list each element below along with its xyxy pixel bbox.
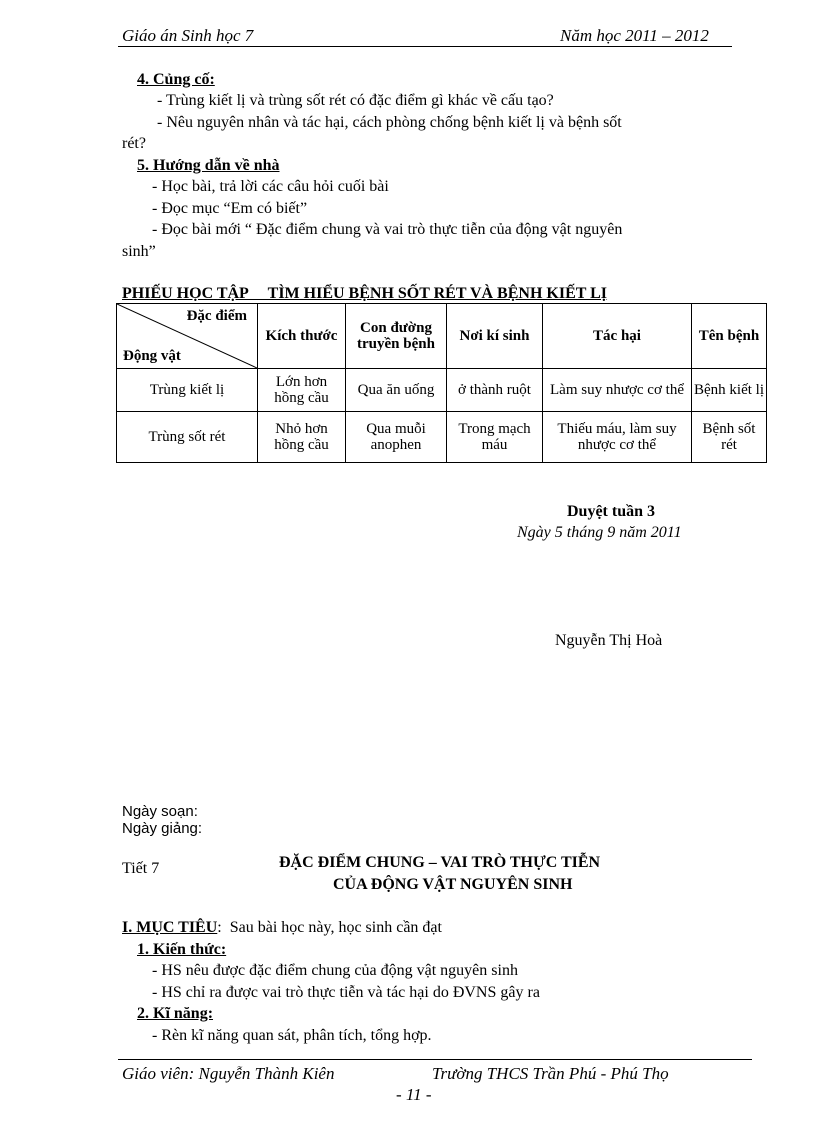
table-cell: Bệnh kiết lị: [692, 369, 767, 412]
knowledge-item-1: - HS nêu được đặc điểm chung của động vật nguyên sinh: [152, 962, 518, 979]
header-size: Kích thước: [258, 304, 346, 369]
knowledge-item-2: - HS chỉ ra được vai trò thực tiễn và tác hại do ĐVNS gây ra: [152, 984, 540, 1001]
worksheet-table: [116, 303, 767, 463]
table-cell: Trong mạch máu: [447, 412, 543, 463]
prep-date-label: Ngày soạn:: [122, 803, 198, 820]
knowledge-label: 1. Kiến thức:: [137, 941, 227, 958]
table-cell: ở thành ruột: [447, 369, 543, 412]
section4-line-3: rét?: [122, 135, 146, 152]
section5-line-2: - Đọc mục “Em có biết”: [152, 200, 308, 217]
section5-title: 5. Hướng dẫn về nhà: [137, 157, 280, 174]
section4-line-1: - Trùng kiết lị và trùng sốt rét có đặc điểm gì khác về cấu tạo?: [157, 92, 554, 109]
objectives-label: I. MỤC TIÊU: [122, 919, 218, 936]
table-row: [117, 369, 767, 412]
page-number: - 11 -: [396, 1085, 432, 1104]
table-row: [117, 412, 767, 463]
approval-date: Ngày 5 tháng 9 năm 2011: [517, 524, 682, 541]
approval-title: Duyệt tuần 3: [567, 503, 656, 520]
table-cell: Qua muỗi anophen: [346, 412, 447, 463]
diagonal-header-cell: [117, 304, 258, 369]
lesson-title-line-2: CỦA ĐỘNG VẬT NGUYÊN SINH: [333, 876, 573, 893]
table-cell: Làm suy nhược cơ thể: [543, 369, 692, 412]
header-harm: Tác hại: [543, 304, 692, 369]
teach-date-label: Ngày giảng:: [122, 820, 203, 837]
table-cell: Thiếu máu, làm suy nhược cơ thể: [543, 412, 692, 463]
diag-top-label: Đặc điểm: [186, 308, 247, 324]
row-name: Trùng sốt rét: [117, 412, 258, 463]
section5-line-1: - Học bài, trả lời các câu hỏi cuối bài: [152, 178, 389, 195]
table-cell: Qua ăn uống: [346, 369, 447, 412]
approval-signer: Nguyễn Thị Hoà: [555, 632, 663, 649]
row-name: Trùng kiết lị: [117, 369, 258, 412]
header-disease: Tên bệnh: [692, 304, 767, 369]
skills-item-1: - Rèn kĩ năng quan sát, phân tích, tổng hợp.: [152, 1027, 432, 1044]
skills-label: 2. Kĩ năng:: [137, 1005, 214, 1022]
header-transmission: Con đường truyền bệnh: [346, 304, 447, 369]
table-cell: Bệnh sốt rét: [692, 412, 767, 463]
table-header-row: [117, 304, 767, 369]
table-cell: Nhỏ hơn hồng cầu: [258, 412, 346, 463]
lesson-title-line-1: ĐẶC ĐIỂM CHUNG – VAI TRÒ THỰC TIỄN: [279, 854, 601, 871]
header-habitat: Nơi kí sinh: [447, 304, 543, 369]
footer-school: Trường THCS Trần Phú - Phú Thọ: [432, 1064, 669, 1083]
objectives-intro: : Sau bài học này, học sinh cần đạt: [217, 919, 442, 936]
diag-bottom-label: Động vật: [123, 348, 181, 364]
section4-title: 4. Củng cố:: [137, 71, 215, 88]
worksheet-title: PHIẾU HỌC TẬP TÌM HIỂU BỆNH SỐT RÉT VÀ BỆNH KIẾT LỊ: [122, 285, 608, 302]
header-right: Năm học 2011 – 2012: [560, 26, 709, 45]
section4-line-2: - Nêu nguyên nhân và tác hại, cách phòng chống bệnh kiết lị và bệnh sốt: [157, 114, 622, 131]
header-rule: [118, 46, 732, 47]
section5-line-3: - Đọc bài mới “ Đặc điểm chung và vai trò thực tiễn của động vật nguyên: [152, 221, 623, 238]
period-label: Tiết 7: [122, 860, 160, 877]
footer-teacher: Giáo viên: Nguyễn Thành Kiên: [122, 1064, 335, 1083]
section5-line-4: sinh”: [122, 243, 156, 260]
header-left: Giáo án Sinh học 7: [122, 26, 254, 45]
table-cell: Lớn hơn hồng cầu: [258, 369, 346, 412]
objectives-heading: [122, 918, 442, 938]
footer-rule: [118, 1059, 752, 1060]
